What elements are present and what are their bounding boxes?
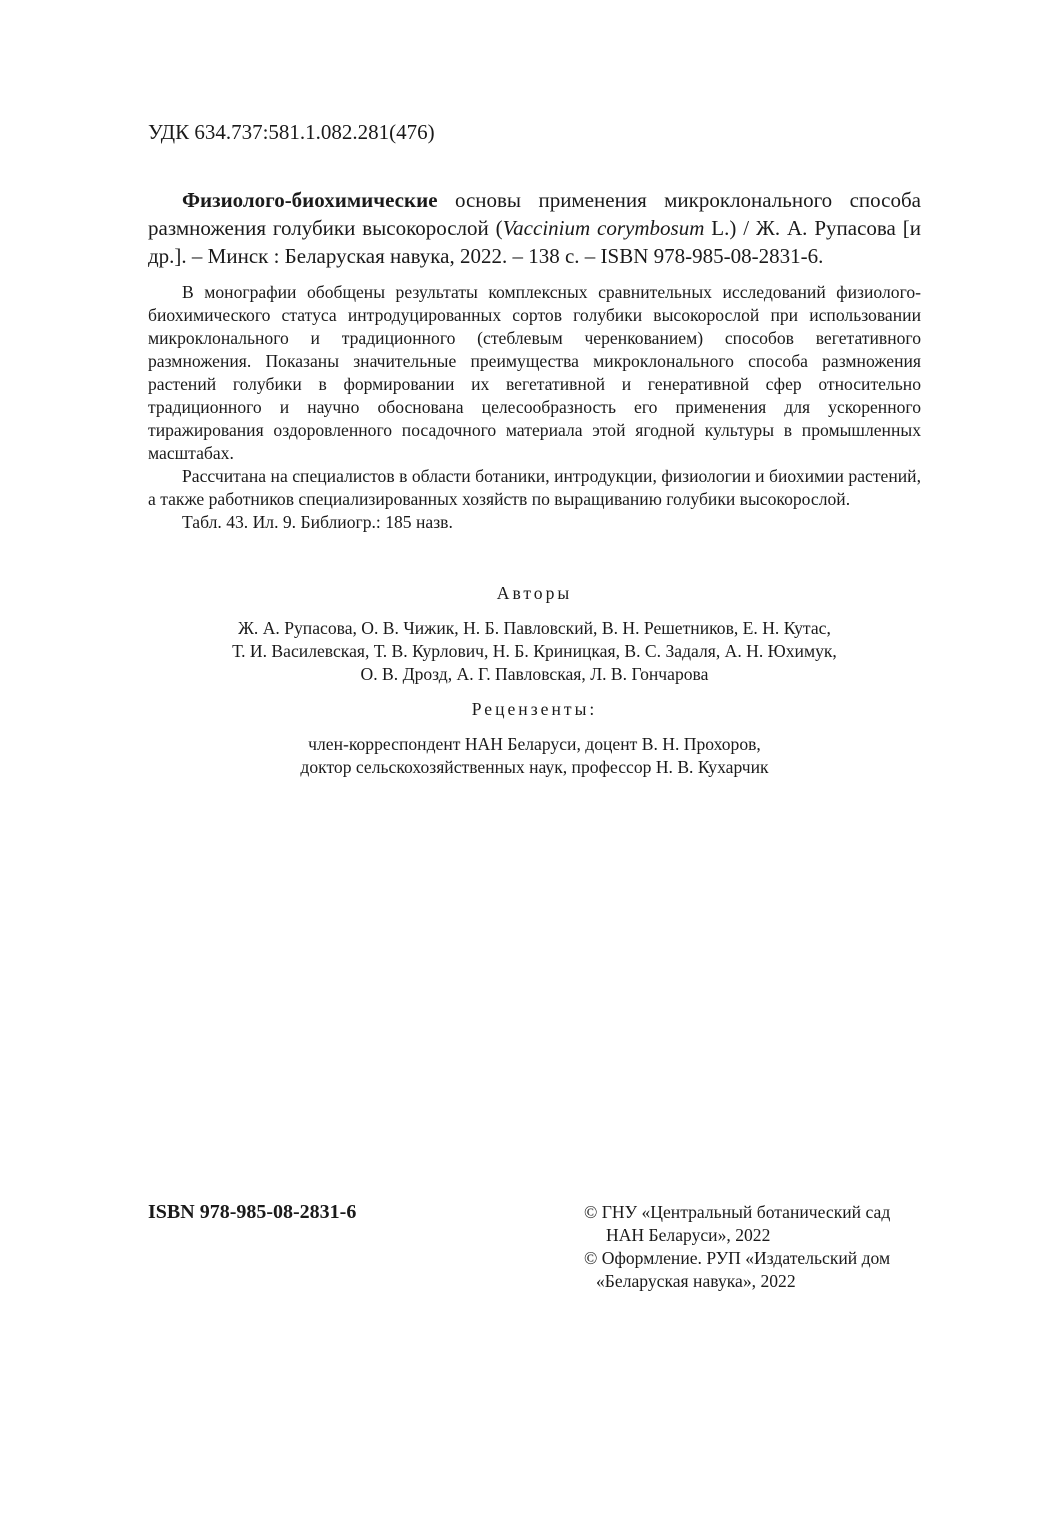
abstract bbox=[148, 281, 921, 534]
abstract-paragraph: Табл. 43. Ил. 9. Библиогр.: 185 назв. bbox=[182, 512, 453, 532]
authors-line: О. В. Дрозд, А. Г. Павловская, Л. В. Гончарова bbox=[360, 664, 709, 684]
citation-title-bold: Физиолого-биохимические bbox=[182, 188, 438, 212]
isbn-number: ISBN 978-985-08-2831-6 bbox=[148, 1201, 357, 1223]
udk-classification: УДК 634.737:581.1.082.281(476) bbox=[148, 120, 435, 144]
reviewers-line: доктор сельскохозяйственных наук, профессор Н. В. Кухарчик bbox=[300, 757, 769, 777]
copyright-line: «Беларуская навука», 2022 bbox=[596, 1271, 796, 1291]
citation-text-2: L.) / Ж. А. Рупасова [и др.]. – Минск : Беларуская навука, 2022. – 138 с. – ISBN 978-985-08-2831-6. bbox=[148, 216, 922, 268]
citation-latin-name: Vaccinium corymbosum bbox=[502, 216, 705, 240]
copyright-entry bbox=[584, 1247, 924, 1293]
copyright-line: © ГНУ «Центральный ботанический сад bbox=[584, 1202, 891, 1222]
copyright-line: © Оформление. РУП «Издательский дом bbox=[584, 1248, 891, 1268]
copyright-entry bbox=[584, 1201, 924, 1247]
authors-section bbox=[148, 582, 921, 686]
authors-heading: Авторы bbox=[496, 583, 573, 603]
reviewers-line: член-корреспондент НАН Беларуси, доцент В. Н. Прохоров, bbox=[308, 734, 761, 754]
authors-line: Т. И. Василевская, Т. В. Курлович, Н. Б. Криницкая, В. С. Задаля, А. Н. Юхимук, bbox=[232, 641, 837, 661]
copyright-block bbox=[584, 1201, 924, 1293]
abstract-paragraph: Рассчитана на специалистов в области ботаники, интродукции, физиологии и биохимии растений, а также работников специализированных хозяйств по выращиванию голубики высокорослой. bbox=[148, 466, 921, 509]
reviewers-heading: Рецензенты: bbox=[471, 699, 598, 719]
authors-line: Ж. А. Рупасова, О. В. Чижик, Н. Б. Павловский, В. Н. Решетников, Е. Н. Кутас, bbox=[238, 618, 831, 638]
abstract-paragraph: В монографии обобщены результаты комплексных сравнительных исследований физиолого-биохимического статуса интродуцированных сортов голубики высокорослой при использовании микроклонального и традиционного (стеблевым черенкованием) способов вегетативного размножения. Показаны значительные преимущества микроклонального способа размножения растений голубики в формировании их вегетативной и генеративной сфер относительно традиционного и научно обоснована целесообразность его применения для ускоренного тиражирования оздоровленного посадочного материала этой ягодной культуры в промышленных масштабах. bbox=[148, 282, 921, 463]
reviewers-section bbox=[148, 698, 921, 779]
copyright-line: НАН Беларуси», 2022 bbox=[606, 1225, 771, 1245]
citation-text-1: основы применения микроклонального способа размножения голубики высокорослой ( bbox=[148, 188, 921, 240]
bibliographic-citation bbox=[148, 186, 921, 270]
